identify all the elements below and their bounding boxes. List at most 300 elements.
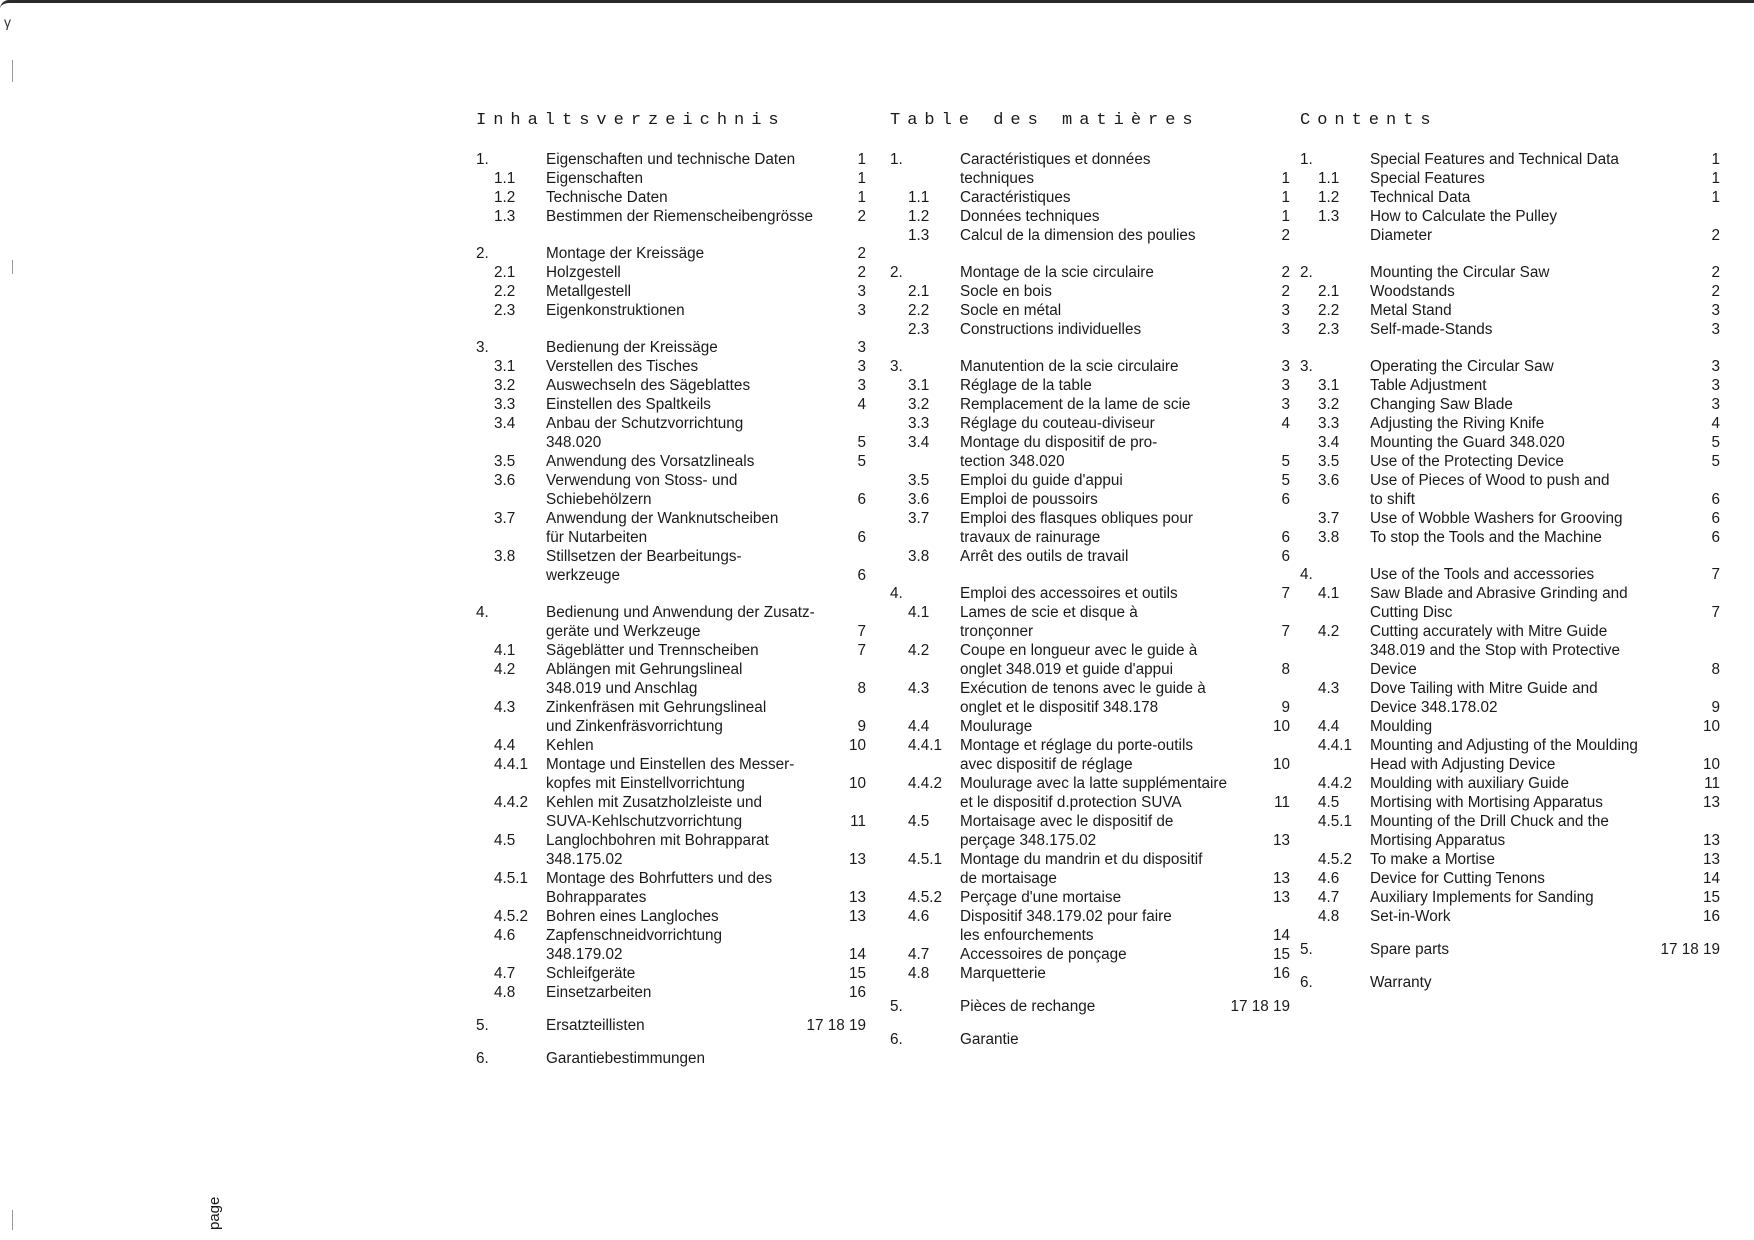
toc-entry: [890, 376, 1290, 395]
entry-title: Garantiebestimmungen: [546, 1050, 706, 1067]
entry-page: 3: [1281, 358, 1290, 375]
entry-number: 4.3: [494, 699, 516, 716]
entry-title: Moulurage: [960, 718, 1033, 735]
entry-number: 4.: [890, 585, 903, 602]
entry-number: 3.7: [1318, 510, 1340, 527]
entry-number: 4.8: [494, 984, 516, 1001]
entry-number: 4.: [476, 604, 489, 621]
entry-number: 3.6: [908, 491, 930, 508]
entry-page: 2: [1281, 227, 1290, 244]
entry-number: 4.4.2: [494, 794, 529, 811]
toc-entry: [1300, 414, 1720, 433]
entry-title: Emploi du guide d'appui: [960, 472, 1123, 489]
entry-page: 7: [1281, 623, 1290, 640]
page-top-edge: [0, 0, 1754, 9]
entry-title: Bedienung und Anwendung der Zusatz- geräte und Werkzeuge: [546, 604, 815, 640]
entry-title: Bohren eines Langloches: [546, 908, 719, 925]
entry-title: Eigenschaften: [546, 170, 643, 187]
toc-entry: [890, 414, 1290, 433]
toc-entry: [476, 1049, 866, 1068]
entry-number: 4.4: [494, 737, 516, 754]
entry-title: Mortising with Mortising Apparatus: [1370, 794, 1603, 811]
margin-tick: [12, 60, 13, 82]
entry-number: 3.1: [1318, 377, 1340, 394]
entry-number: 3.2: [1318, 396, 1340, 413]
entry-title: Pièces de rechange: [960, 998, 1096, 1015]
entry-number: 3.5: [908, 472, 930, 489]
toc-entry: [890, 584, 1290, 603]
entry-page: 13: [1702, 794, 1720, 811]
entry-page: 16: [1272, 965, 1290, 982]
entry-title: Spare parts: [1370, 941, 1450, 958]
entry-number: 2.3: [908, 321, 930, 338]
entry-title: Woodstands: [1370, 283, 1455, 300]
toc-entry: [476, 263, 866, 282]
entry-page: 13: [848, 851, 866, 868]
entry-title: Eigenkonstruktionen: [546, 302, 685, 319]
entry-page: 3: [1711, 377, 1720, 394]
entry-page: 14: [1272, 927, 1290, 944]
toc-entry: [1300, 565, 1720, 584]
entry-number: 3.8: [908, 548, 930, 565]
entry-page: 3: [857, 358, 866, 375]
toc-entry: [890, 490, 1290, 509]
entry-title: Verwendung von Stoss- und Schiebehölzern: [546, 472, 738, 508]
entry-title: Socle en métal: [960, 302, 1062, 319]
toc-entry: [476, 244, 866, 263]
entry-number: 3.: [890, 358, 903, 375]
entry-title: How to Calculate the Pulley Diameter: [1370, 208, 1558, 244]
entry-title: Operating the Circular Saw: [1370, 358, 1554, 375]
entry-number: 3.: [1300, 358, 1313, 375]
entry-title: Réglage du couteau-diviseur: [960, 415, 1155, 432]
entry-title: Sägeblätter und Trennscheiben: [546, 642, 759, 659]
entry-page: 1: [857, 189, 866, 206]
entry-title: Caractéristiques: [960, 189, 1071, 206]
toc-entry: [890, 547, 1290, 566]
column-header: [1300, 96, 1720, 150]
entry-title: Anwendung des Vorsatzlineals: [546, 453, 755, 470]
entry-page: 1: [1711, 151, 1720, 168]
column-header: [890, 96, 1290, 150]
toc-entry: [476, 188, 866, 207]
entry-title: Changing Saw Blade: [1370, 396, 1513, 413]
entry-title: Device for Cutting Tenons: [1370, 870, 1545, 887]
entry-title: To make a Mortise: [1370, 851, 1495, 868]
toc-entry: [1300, 717, 1720, 736]
entry-number: 4.4: [1318, 718, 1340, 735]
entry-number: 4.5.1: [1318, 813, 1353, 830]
toc-entry: [476, 603, 866, 641]
entry-title: Metal Stand: [1370, 302, 1452, 319]
entry-title: Metallgestell: [546, 283, 632, 300]
entry-number: 3.4: [1318, 434, 1340, 451]
toc-entry: [476, 509, 866, 547]
entry-title: Dove Tailing with Mitre Guide and Device 348.178.02: [1370, 680, 1598, 716]
entry-page: 10: [1702, 718, 1720, 735]
toc-entry: [1300, 940, 1720, 959]
entry-page: 4: [1711, 415, 1720, 432]
toc-entry: [890, 641, 1290, 679]
toc-entry: [476, 926, 866, 964]
entry-title: Table Adjustment: [1370, 377, 1487, 394]
entry-page: 13: [1702, 832, 1720, 849]
entry-title: Dispositif 348.179.02 pour faire les enfourchements: [960, 908, 1172, 944]
toc-entry: [476, 793, 866, 831]
entry-number: 4.6: [494, 927, 516, 944]
entry-title: Kehlen mit Zusatzholzleiste und SUVA-Kehlschutzvorrichtung: [546, 794, 762, 830]
entry-title: Special Features: [1370, 170, 1485, 187]
toc-entry: [1300, 679, 1720, 717]
toc-entry: [476, 376, 866, 395]
entry-page: 3: [857, 302, 866, 319]
entry-title: Use of Wobble Washers for Grooving: [1370, 510, 1623, 527]
entry-page: 7: [1281, 585, 1290, 602]
toc-entry: [890, 888, 1290, 907]
entry-page: 3: [1711, 396, 1720, 413]
entry-number: 2.: [1300, 264, 1313, 281]
entry-number: 2.3: [1318, 321, 1340, 338]
entry-number: 1.: [1300, 151, 1313, 168]
toc-entry: [1300, 509, 1720, 528]
entry-title: Socle en bois: [960, 283, 1052, 300]
entry-number: 4.5.1: [908, 851, 943, 868]
margin-tick: [12, 260, 13, 274]
entry-number: 4.: [1300, 566, 1313, 583]
toc-entry: [1300, 907, 1720, 926]
entry-title: Technische Daten: [546, 189, 668, 206]
toc-entry: [890, 812, 1290, 850]
entry-number: 4.4.2: [908, 775, 943, 792]
toc-entries: [890, 150, 1290, 1049]
toc-entry: [890, 433, 1290, 471]
toc-entry: [890, 603, 1290, 641]
toc-column-german: [476, 96, 866, 1068]
toc-entry: [1300, 793, 1720, 812]
entry-number: 4.7: [1318, 889, 1340, 906]
entry-number: 3.7: [494, 510, 516, 527]
column-title: Table des matières: [890, 111, 1200, 130]
corner-mark: γ: [4, 14, 11, 30]
entry-number: 5.: [476, 1017, 489, 1034]
entry-title: Bedienung der Kreissäge: [546, 339, 718, 356]
entry-number: 4.2: [1318, 623, 1340, 640]
entry-title: Réglage de la table: [960, 377, 1092, 394]
toc-entry: [476, 169, 866, 188]
entry-page: 5: [1281, 453, 1290, 470]
entry-number: 3.4: [908, 434, 930, 451]
entry-title: Emploi de poussoirs: [960, 491, 1098, 508]
entry-title: Montage des Bohrfutters und des Bohrapparates: [546, 870, 773, 906]
entry-title: Anbau der Schutzvorrichtung 348.020: [546, 415, 744, 451]
entry-title: Langlochbohren mit Bohrapparat 348.175.02: [546, 832, 769, 868]
toc-entry: [476, 357, 866, 376]
entry-number: 4.5.2: [494, 908, 529, 925]
toc-entry: [890, 736, 1290, 774]
toc-entry: [476, 414, 866, 452]
entry-page: 8: [857, 680, 866, 697]
toc-entry: [1300, 812, 1720, 850]
toc-entry: [890, 263, 1290, 282]
entry-number: 6.: [1300, 974, 1313, 991]
entry-title: To stop the Tools and the Machine: [1370, 529, 1602, 546]
entry-title: Marquetterie: [960, 965, 1046, 982]
entry-title: Auxiliary Implements for Sanding: [1370, 889, 1594, 906]
entry-page: 6: [1711, 510, 1720, 527]
entry-page: 10: [848, 775, 866, 792]
entry-page: 14: [1702, 870, 1720, 887]
entry-number: 4.5.2: [908, 889, 943, 906]
entry-number: 4.1: [908, 604, 930, 621]
entry-number: 3.3: [908, 415, 930, 432]
toc-entry: [476, 1016, 866, 1035]
entry-number: 1.3: [494, 208, 516, 225]
toc-entry: [1300, 207, 1720, 245]
entry-number: 1.3: [1318, 208, 1340, 225]
entry-title: Einsetzarbeiten: [546, 984, 652, 1001]
toc-entry: [1300, 452, 1720, 471]
column-title: Inhaltsverzeichnis: [476, 111, 786, 130]
entry-page: 1: [857, 151, 866, 168]
entry-page: 7: [857, 642, 866, 659]
toc-entry: [890, 301, 1290, 320]
toc-entry: [476, 736, 866, 755]
entry-title: Use of the Tools and accessories: [1370, 566, 1595, 583]
entry-page: 11: [1704, 775, 1720, 792]
toc-entry: [1300, 528, 1720, 547]
entry-number: 1.3: [908, 227, 930, 244]
entry-page: 8: [1281, 661, 1290, 678]
entry-number: 4.7: [494, 965, 516, 982]
entry-number: 5.: [890, 998, 903, 1015]
entry-page: 1: [1281, 170, 1290, 187]
entry-page: 2: [1281, 283, 1290, 300]
toc-entry: [1300, 357, 1720, 376]
entry-title: Schleifgeräte: [546, 965, 636, 982]
entry-title: Set-in-Work: [1370, 908, 1451, 925]
toc-entry: [890, 509, 1290, 547]
entry-number: 2.3: [494, 302, 516, 319]
entry-page: 3: [1711, 302, 1720, 319]
toc-entry: [476, 471, 866, 509]
entry-number: 4.4.1: [1318, 737, 1353, 754]
entry-number: 3.8: [1318, 529, 1340, 546]
entry-number: 3.2: [908, 396, 930, 413]
toc-entry: [890, 850, 1290, 888]
entry-page: 5: [857, 453, 866, 470]
entry-page: 6: [857, 529, 866, 546]
entry-page: 10: [1702, 756, 1720, 773]
entry-page: 1: [1711, 189, 1720, 206]
entry-title: Mounting and Adjusting of the Moulding Head with Adjusting Device: [1370, 737, 1638, 773]
entry-title: Use of Pieces of Wood to push and to shift: [1370, 472, 1610, 508]
entry-title: Holzgestell: [546, 264, 621, 281]
entry-title: Remplacement de la lame de scie: [960, 396, 1191, 413]
entry-number: 2.1: [1318, 283, 1340, 300]
entry-number: 4.8: [908, 965, 930, 982]
entry-title: Cutting accurately with Mitre Guide 348.019 and the Stop with Protective Device: [1370, 623, 1621, 678]
column-title: Contents: [1300, 111, 1438, 130]
entry-number: 4.5: [908, 813, 930, 830]
entry-title: Lames de scie et disque à tronçonner: [960, 604, 1138, 640]
entry-number: 3.6: [1318, 472, 1340, 489]
entry-page: 2: [1711, 227, 1720, 244]
entry-title: Montage de la scie circulaire: [960, 264, 1154, 281]
entry-title: Adjusting the Riving Knife: [1370, 415, 1545, 432]
toc-entry: [476, 907, 866, 926]
entry-number: 2.: [476, 245, 489, 262]
entry-page: 1: [1281, 189, 1290, 206]
entry-title: Garantie: [960, 1031, 1019, 1048]
toc-entry: [1300, 869, 1720, 888]
entry-number: 2.2: [494, 283, 516, 300]
entry-number: 4.4.2: [1318, 775, 1353, 792]
entry-number: 4.4.1: [494, 756, 529, 773]
toc-entry: [1300, 774, 1720, 793]
toc-entry: [1300, 188, 1720, 207]
toc-entry: [1300, 433, 1720, 452]
entry-number: 2.1: [494, 264, 516, 281]
entry-page: 10: [848, 737, 866, 754]
entry-page: 11: [850, 813, 866, 830]
entry-title: Eigenschaften und technische Daten: [546, 151, 796, 168]
entry-number: 4.5: [494, 832, 516, 849]
entry-page: 16: [1702, 908, 1720, 925]
toc-entry: [890, 1030, 1290, 1049]
entry-page: 6: [1281, 491, 1290, 508]
entry-number: 4.4: [908, 718, 930, 735]
entry-title: Moulurage avec la latte supplémentaire et le dispositif d.protection SUVA: [960, 775, 1228, 811]
toc-entry: [476, 698, 866, 736]
entry-page: 3: [857, 377, 866, 394]
toc-entry: [890, 320, 1290, 339]
entry-page: 5: [857, 434, 866, 451]
toc-entry: [890, 717, 1290, 736]
entry-number: 1.1: [908, 189, 930, 206]
toc-entry: [1300, 888, 1720, 907]
entry-title: Warranty: [1370, 974, 1432, 991]
toc-entry: [1300, 471, 1720, 509]
entry-title: Stillsetzen der Bearbeitungs- werkzeuge: [546, 548, 742, 584]
entry-title: Self-made-Stands: [1370, 321, 1493, 338]
toc-entry: [890, 679, 1290, 717]
entry-page: 1: [857, 170, 866, 187]
entry-page: 5: [1711, 453, 1720, 470]
entry-page: 6: [1281, 529, 1290, 546]
entry-title: Coupe en longueur avec le guide à onglet 348.019 et guide d'appui: [960, 642, 1198, 678]
entry-number: 4.5.2: [1318, 851, 1353, 868]
toc-entry: [1300, 850, 1720, 869]
toc-entry: [1300, 263, 1720, 282]
entry-page: 9: [1281, 699, 1290, 716]
entry-title: Moulding with auxiliary Guide: [1370, 775, 1569, 792]
entry-title: Ersatzteillisten: [546, 1017, 645, 1034]
toc-column-english: [1300, 96, 1720, 992]
toc-entry: [890, 907, 1290, 945]
entry-page: 7: [857, 623, 866, 640]
entry-number: 3.1: [908, 377, 930, 394]
toc-entry: [476, 755, 866, 793]
entry-page: 9: [857, 718, 866, 735]
entry-number: 3.5: [494, 453, 516, 470]
toc-entry: [890, 997, 1290, 1016]
toc-entry: [476, 395, 866, 414]
entry-page: 6: [1711, 491, 1720, 508]
entry-page: 17 18 19: [1660, 941, 1720, 958]
toc-entry: [1300, 320, 1720, 339]
entry-number: 3.3: [1318, 415, 1340, 432]
entry-number: 4.8: [1318, 908, 1340, 925]
entry-page: 5: [1711, 434, 1720, 451]
toc-entry: [1300, 282, 1720, 301]
entry-number: 6.: [890, 1031, 903, 1048]
toc-entry: [1300, 395, 1720, 414]
entry-title: Exécution de tenons avec le guide à onglet et le dispositif 348.178: [960, 680, 1206, 716]
entry-number: 3.2: [494, 377, 516, 394]
entry-number: 4.2: [908, 642, 930, 659]
entry-title: Mounting the Guard 348.020: [1370, 434, 1565, 451]
entry-number: 1.: [476, 151, 489, 168]
entry-page: 3: [1281, 321, 1290, 338]
page-column-label: page: [206, 1196, 223, 1230]
entry-number: 3.5: [1318, 453, 1340, 470]
toc-entry: [1300, 301, 1720, 320]
entry-title: Zinkenfräsen mit Gehrungslineal und Zinkenfräsvorrichtung: [546, 699, 767, 735]
entry-title: Mortaisage avec le dispositif de perçage 348.175.02: [960, 813, 1174, 849]
entry-title: Mounting the Circular Saw: [1370, 264, 1550, 281]
entry-page: 5: [1281, 472, 1290, 489]
entry-title: Technical Data: [1370, 189, 1471, 206]
entry-page: 13: [1702, 851, 1720, 868]
entry-title: Auswechseln des Sägeblattes: [546, 377, 751, 394]
entry-title: Zapfenschneidvorrichtung 348.179.02: [546, 927, 723, 963]
entry-number: 2.2: [908, 302, 930, 319]
entry-title: Special Features and Technical Data: [1370, 151, 1619, 168]
entry-title: Kehlen: [546, 737, 594, 754]
toc-entry: [476, 964, 866, 983]
entry-page: 10: [1272, 718, 1290, 735]
entry-title: Einstellen des Spaltkeils: [546, 396, 711, 413]
entry-page: 16: [848, 984, 866, 1001]
entry-page: 7: [1711, 604, 1720, 621]
toc-entry: [890, 945, 1290, 964]
entry-page: 2: [1711, 264, 1720, 281]
entry-page: 3: [1711, 358, 1720, 375]
entry-page: 10: [1272, 756, 1290, 773]
toc-entry: [476, 983, 866, 1002]
toc-entry: [1300, 169, 1720, 188]
toc-entry: [476, 869, 866, 907]
entry-number: 3.7: [908, 510, 930, 527]
entry-number: 4.1: [1318, 585, 1340, 602]
entry-page: 1: [1281, 208, 1290, 225]
entry-number: 2.2: [1318, 302, 1340, 319]
entry-number: 4.7: [908, 946, 930, 963]
entry-number: 4.3: [1318, 680, 1340, 697]
entry-title: Montage und Einstellen des Messer- kopfes mit Einstellvorrichtung: [546, 756, 795, 792]
toc-entry: [890, 395, 1290, 414]
toc-entry: [1300, 584, 1720, 622]
toc-entry: [890, 150, 1290, 188]
toc-entry: [476, 338, 866, 357]
toc-entry: [476, 660, 866, 698]
toc-entry: [1300, 736, 1720, 774]
toc-entry: [890, 226, 1290, 245]
entry-page: 6: [1281, 548, 1290, 565]
entry-number: 3.3: [494, 396, 516, 413]
entry-title: Caractéristiques et données techniques: [960, 151, 1151, 187]
entry-page: 3: [1711, 321, 1720, 338]
